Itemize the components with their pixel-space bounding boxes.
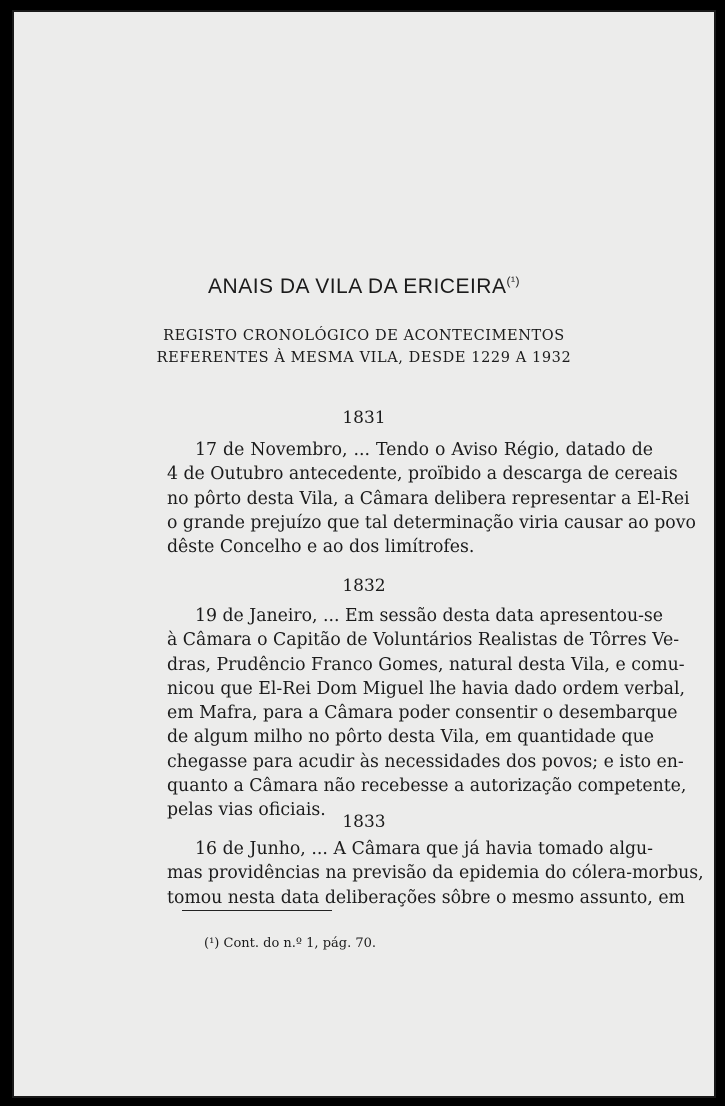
entry-line: à Câmara o Capitão de Voluntários Realistas de Tôrres Ve- — [167, 630, 680, 651]
entry-line: dêste Concelho e ao dos limítrofes. — [167, 537, 475, 558]
entry-1833 — [167, 837, 704, 910]
footnote-divider — [182, 910, 332, 911]
page-title — [14, 274, 714, 299]
entry-line: o grande prejuízo que tal determinação viria causar ao povo — [167, 512, 696, 533]
entry-1831 — [167, 438, 696, 559]
year-heading-1832: 1832 — [342, 576, 386, 596]
entry-line: chegasse para acudir às necessidades dos povos; e isto en- — [167, 751, 684, 772]
entry-line: de algum milho no pôrto desta Vila, em quantidade que — [167, 727, 654, 748]
title-text: ANAIS DA VILA DA ERICEIRA — [208, 275, 507, 298]
year-heading-1831: 1831 — [342, 408, 386, 428]
footnote-marker: (¹) — [204, 936, 220, 951]
document-page — [12, 10, 716, 1098]
entry-line: mas providências na previsão da epidemia do cólera-morbus, — [167, 863, 704, 884]
title-footnote-marker: (¹) — [506, 274, 520, 288]
entry-line: dras, Prudêncio Franco Gomes, natural desta Vila, e comu- — [167, 654, 685, 675]
entry-line: 16 de Junho, ... A Câmara que já havia tomado algu- — [195, 839, 653, 859]
entry-line: em Mafra, para a Câmara poder consentir o desembarque — [167, 703, 678, 724]
entry-line: 4 de Outubro antecedente, proïbido a descarga de cereais — [167, 464, 678, 485]
entry-line: no pôrto desta Vila, a Câmara delibera representar a El-Rei — [167, 488, 690, 509]
entry-1832 — [167, 604, 687, 823]
entry-line: 17 de Novembro, ... Tendo o Aviso Régio, datado de — [195, 440, 653, 460]
footnote-text: Cont. do n.º 1, pág. 70. — [223, 936, 377, 951]
subtitle-line-1: REGISTO CRONOLÓGICO DE ACONTECIMENTOS — [163, 328, 565, 344]
year-heading-1833: 1833 — [342, 812, 386, 832]
entry-line: pelas vias oficiais. — [167, 800, 326, 821]
subtitle-line-2: REFERENTES À MESMA VILA, DESDE 1229 A 1932 — [156, 350, 572, 366]
entry-line: nicou que El-Rei Dom Miguel lhe havia dado ordem verbal, — [167, 678, 686, 699]
footnote — [204, 936, 376, 951]
entry-line: quanto a Câmara não recebesse a autorização competente, — [167, 776, 687, 797]
entry-line: tomou nesta data deliberações sôbre o mesmo assunto, em — [167, 887, 685, 908]
entry-line: 19 de Janeiro, ... Em sessão desta data apresentou-se — [195, 606, 664, 626]
